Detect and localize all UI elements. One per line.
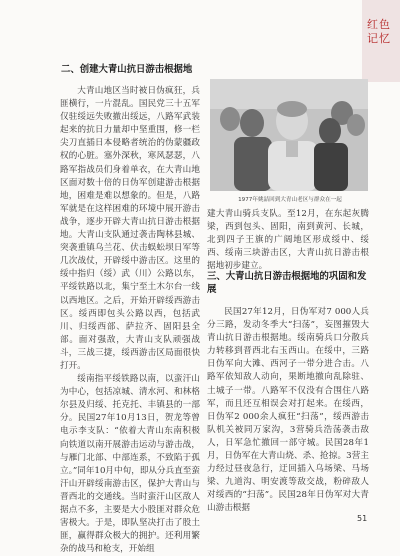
- section-two-paragraph-1: 大青山地区当时被日伪疯狂，兵匪横行，一片混乱。国民党三十五军仅驻绥远失败撤出绥远，八路军武装起来的抗日力量却中坚重围，修一栏尖刀直插日本侵略者统治的伪蒙疆政权的心脏。塞外深秋，寒风瑟瑟，八路军指战员们身着单衣，在大青山地区面对数十倍的日伪军创建游击根据地，困难是难以想象的。但是，八路军就是在这样困难的环境中展开游击战争，逐步开辟大青山抗日游击根据地。大青山支队通过袭击陶林县城、突袭重镇乌兰花、伏击蜈蚣坝日军等几次战仗，开辟绥中游击区。这里的绥中指归（绥）武（川）公路以东，平绥铁路以北，集宁至土木尔台一线以西地区。之后，开始开辟绥西游击区。绥西即包头公路以西，包括武川、归绥西部、萨拉齐、固阳县全部。面对强敌，大青山支队顽强战斗，三战三捷，绥西游击区局面很快打开。: [60, 86, 200, 371]
- chapter-tab-label-line2: 记忆: [367, 32, 391, 45]
- section-three-paragraph-1: 民国27年12月，日伪军对7 000人兵分三路，发动冬季大“扫荡”，妄图摧毁大青山抗日游击根据地。绥南骑兵口分散兵力转移到晋西北右玉西山。在绥中，三路日伪军向大滩、西河子一带分进合击。八路军依知敌人动向，果断地撤向乱除驻、土城子一带。八路军不仅没有合围住八路军，而且还互相误会对打起来。在绥西，日伪军2 000余人疯狂“扫荡”，绥西游击队机关被同万家沟，3营骑兵浩荡袭击敌人，日军急忙撤回一部守城。民国28年1月，日伪军在大青山烧、杀、抢掠。3营主力经过昼夜急行，迂回插入乌场梁、马场梁、九道沟、明安渡等敌交战，粉碎敌人对绥西的“扫荡”。民国28年日伪军对大青山游击根据: [207, 307, 369, 514]
- section-two-right-column: [207, 208, 369, 273]
- section-two-title: 二、创建大青山抗日游击根据地: [61, 64, 193, 75]
- chapter-tab-label-line1: 红色: [367, 18, 391, 31]
- section-two-left-column: [60, 85, 200, 556]
- chapter-tab-label: [364, 18, 394, 46]
- page-number: 51: [357, 514, 368, 523]
- section-two-paragraph-continued: 建大青山骑兵支队。至12月，在东起灰腾梁，西到包头、固阳，南到黄河、长城，北到四子王旗的广阔地区形成绥中、绥西、绥南三块游击区，大青山抗日游击根据地初步建立。: [207, 209, 369, 272]
- section-three-title: 三、大青山抗日游击根据地的巩固和发展: [207, 271, 367, 295]
- section-two-paragraph-2: 绥南指平绥铁路以南，以蛮汗山为中心，包括凉城、清水河、和林格尔县及归绥、托克托、丰镇县的一部分。民国27年10月13日，贺龙等曾电示李支队：“依着大青山东南积极向铁道以南开展游击运动与游击战，与雁门北部、中部连系，不致陷于孤立。”同年10月中旬，即从分兵直至蛮汗山开辟绥南游击区，保护大青山与晋西北的交通线。当时蛮汗山区敌人据点不多，主要是大小股匪对群众危害极大。于是，即队坚决打击了股土匪，赢得群众极大的拥护。还利用繁杂的战马和枪支，开始组: [60, 374, 200, 555]
- photo-caption: 1977年姚喆回到大青山老区与群众在一起: [238, 197, 342, 203]
- photo-illustration: [210, 79, 368, 191]
- section-three-body: [207, 306, 369, 516]
- historical-photo: [210, 79, 368, 191]
